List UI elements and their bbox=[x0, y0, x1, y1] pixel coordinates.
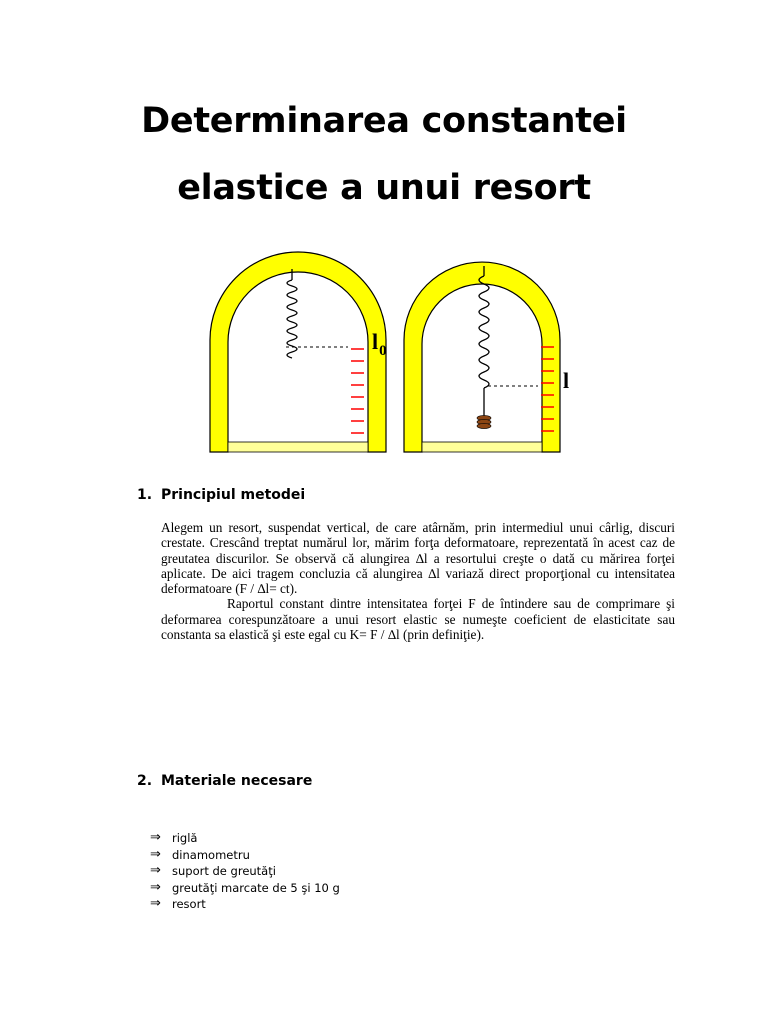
section-1-body bbox=[161, 520, 675, 642]
arrow-icon: ⇒ bbox=[150, 830, 161, 845]
label-l0: $l_0$ bbox=[372, 329, 387, 359]
section-2-number: 2. bbox=[137, 773, 153, 789]
list-item bbox=[150, 880, 340, 897]
list-item bbox=[150, 830, 340, 847]
material-label: suport de greutăţi bbox=[172, 864, 276, 879]
page-title bbox=[0, 88, 768, 222]
title-line-1: Determinarea constantei bbox=[141, 101, 627, 141]
title-line-2: elastice a unui resort bbox=[177, 168, 591, 208]
left-apparatus bbox=[210, 252, 387, 452]
section-1-heading bbox=[137, 487, 305, 503]
principle-paragraph-2: Raportul constant dintre intensitatea forţei F de întindere sau de comprimare şi deformarea corespunzătoare a unui resort elastic se numeşte coeficient de elasticitate sau constanta sa elastică şi este egal cu K= F / ∆l (prin definiţie). bbox=[161, 596, 675, 643]
section-2-heading bbox=[137, 773, 312, 789]
material-label: riglă bbox=[172, 831, 198, 845]
section-1-number: 1. bbox=[137, 487, 153, 503]
left-arch-frame bbox=[210, 252, 386, 452]
weight-discs bbox=[477, 415, 491, 428]
spring-apparatus-figure bbox=[198, 240, 590, 456]
list-item bbox=[150, 896, 340, 913]
arrow-icon: ⇒ bbox=[150, 879, 161, 895]
arrow-icon: ⇒ bbox=[150, 896, 161, 912]
material-label: greutăţi marcate de 5 şi 10 g bbox=[172, 880, 340, 895]
right-base bbox=[422, 442, 542, 452]
materials-list bbox=[150, 830, 340, 913]
section-1-title: Principiul metodei bbox=[161, 487, 306, 503]
list-item bbox=[150, 863, 340, 880]
arrow-icon: ⇒ bbox=[150, 863, 161, 879]
material-label: dinamometru bbox=[172, 847, 250, 862]
label-l: l bbox=[563, 368, 570, 393]
arrow-icon: ⇒ bbox=[150, 846, 161, 862]
left-spring bbox=[287, 280, 297, 358]
left-base bbox=[228, 442, 368, 452]
right-spring bbox=[479, 276, 489, 388]
right-apparatus bbox=[404, 262, 569, 452]
left-scale bbox=[351, 349, 364, 433]
principle-paragraph-1: Alegem un resort, suspendat vertical, de care atârnăm, prin intermediul unui cârlig, discuri crestate. Crescând treptat numărul lor, mărim forţa deformatoare, reprezentată în acest caz de greutatea discurilor. Se observă că alungirea ∆l a resortului creşte o dată cu mărirea forţei aplicate. De aici tragem concluzia că alungirea ∆l variază direct proporţional cu intensitatea deformatoare (F / ∆l= ct). bbox=[161, 520, 675, 597]
material-label: resort bbox=[172, 897, 206, 912]
list-item bbox=[150, 847, 340, 864]
section-2-title: Materiale necesare bbox=[161, 773, 313, 789]
